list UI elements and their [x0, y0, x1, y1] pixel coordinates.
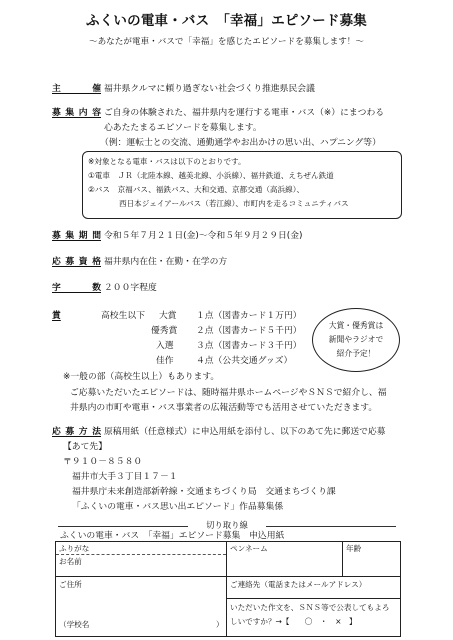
- content-label: 募集内容: [52, 108, 101, 118]
- prize-name-3: 入選: [156, 341, 174, 351]
- organizer-label: 主催: [52, 84, 101, 94]
- method-label: 応募方法: [52, 427, 101, 437]
- street-address: 福井市大手３丁目１７－１: [72, 472, 178, 482]
- period-label: 募集期間: [52, 231, 101, 241]
- prize-detail-3: ３点（図書カード３千円）: [196, 341, 302, 351]
- school-close: ）: [216, 620, 224, 629]
- note-bus-1: ②バス 京福バス、福鉄バス、大和交通、京都交通（高浜線）、: [88, 185, 305, 194]
- address-label: ご住所: [59, 580, 82, 589]
- contact-label: ご連絡先（電話またはメールアドレス）: [230, 580, 367, 589]
- period-text: 令和５年７月２１日(金)～令和５年９月２９日(金): [104, 231, 303, 241]
- project-name: 「ふくいの電車・バス思い出エピソード」作品募集係: [72, 502, 284, 512]
- method-text: 原稿用紙（任意様式）に申込用紙を添付し、以下のあて先に郵送で応募: [104, 427, 386, 437]
- consent-line-1: いただいた作文を、ＳＮＳ等で公表してもよろ: [230, 603, 390, 612]
- bubble-line-2: 新聞やラジオで: [328, 335, 384, 344]
- prize-detail-1: １点（図書カード１万円）: [196, 311, 302, 321]
- publicity-line-2: 井県内の市町や電車・バス事業者の広報活動等でも活用させていただきます。: [70, 403, 378, 413]
- department: 福井県庁未来創造部新幹線・交通まちづくり局 交通まちづくり課: [72, 487, 336, 497]
- eligibility-label: 応募資格: [52, 257, 101, 267]
- prize-detail-4: ４点（公共交通グッズ）: [196, 356, 293, 366]
- consent-line-2: しいですか？→【 〇 ・ × 】: [230, 617, 357, 626]
- note-heading: ※対象となる電車・バスは以下のとおりです。: [88, 157, 246, 166]
- note-bus-2: 西日本ジェイアールバス（若江線）、市町内を走るコミュニティバス: [119, 199, 349, 208]
- postal-code: 〒９１０－８５８０: [63, 457, 143, 467]
- eligibility-text: 福井県内在住・在勤・在学の方: [104, 257, 228, 267]
- cut-line-label: 切り取り線: [206, 520, 248, 530]
- publicity-line-1: ご応募いただいたエピソードは、随時福井県ホームページやＳＮＳで紹介し、福: [70, 388, 387, 398]
- length-text: ２００字程度: [104, 283, 157, 293]
- prize-name-4: 佳作: [156, 356, 174, 366]
- page-title: ふくいの電車・バス 「幸福」エピソード募集: [86, 13, 367, 29]
- prize-name-2: 優秀賞: [151, 326, 178, 336]
- content-line-1: ご自身の体験された、福井県内を運行する電車・バス（※）にまつわる: [104, 108, 385, 118]
- prizes-label: 賞: [52, 311, 61, 321]
- application-form: [55, 541, 401, 637]
- length-label: 字数: [52, 283, 101, 293]
- organizer-text: 福井県クルマに頼り過ぎない社会づくり推進県民会議: [104, 84, 315, 94]
- prize-category: 高校生以下: [101, 311, 145, 321]
- content-line-2: 心あたたまるエピソードを募集します。: [104, 123, 262, 133]
- school-label: （学校名: [59, 620, 90, 629]
- general-division-note: ※一般の部（高校生以上）もあります。: [63, 372, 220, 382]
- bubble-line-3: 紹介予定！: [336, 349, 376, 358]
- penname-label: ペンネーム: [230, 544, 268, 553]
- prize-detail-2: ２点（図書カード５千円）: [196, 326, 302, 336]
- media-bubble: [312, 308, 400, 372]
- furigana-label: ふりがな: [59, 544, 90, 553]
- content-line-3: （例：運転士との交流、通勤通学やお出かけの思い出、ハプニング等）: [100, 138, 381, 148]
- prize-name-1: 大賞: [159, 311, 177, 321]
- address-heading: 【あて先】: [63, 442, 107, 452]
- note-train: ①電車 ＪＲ（北陸本線、越美北線、小浜線）、福井鉄道、えちぜん鉄道: [88, 171, 334, 180]
- age-label: 年齢: [346, 544, 362, 553]
- bubble-line-1: 大賞・優秀賞は: [328, 321, 384, 330]
- name-label: お名前: [59, 557, 82, 566]
- form-title: ふくいの電車・バス 「幸福」エピソード募集 申込用紙: [60, 531, 285, 541]
- page-subtitle: ～あなたが電車・バスで「幸福」を感じたエピソードを募集します！～: [88, 37, 364, 47]
